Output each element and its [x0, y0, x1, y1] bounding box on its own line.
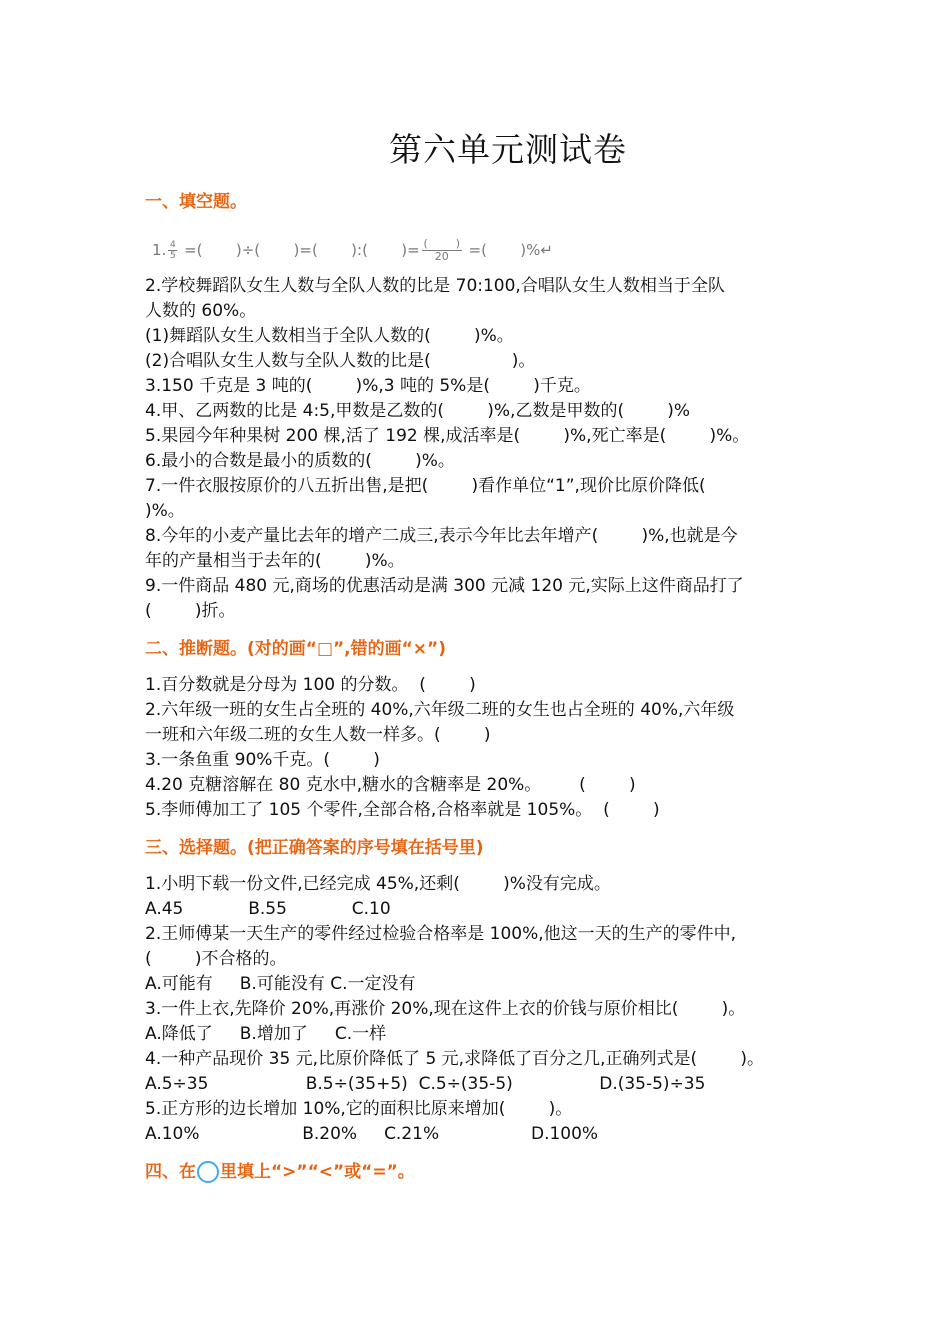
judge-line: 1.百分数就是分母为 100 的分数。 ( )	[145, 675, 476, 695]
question-1-image	[152, 234, 553, 266]
judge-line: 3.一条鱼重 90%千克。( )	[145, 750, 380, 770]
choice-line: A.降低了 B.增加了 C.一样	[145, 1024, 387, 1044]
question-1-number: 1.	[152, 241, 167, 259]
question-1-blanks: =( )÷( )=( ):( )=	[179, 241, 420, 259]
section-fill-heading: 一、填空题。	[145, 192, 247, 212]
fill-line: (1)舞蹈队女生人数相当于全队人数的( )%。	[145, 326, 514, 346]
section-compare-suffix: 里填上“>”“<”或“=”。	[220, 1162, 415, 1182]
section-judge-heading: 二、推断题。(对的画“□”,错的画“×”)	[145, 639, 446, 659]
fill-line: )%。	[145, 501, 185, 521]
fill-line: 9.一件商品 480 元,商场的优惠活动是满 300 元减 120 元,实际上这件商品打了	[145, 576, 744, 596]
choice-line: 3.一件上衣,先降价 20%,再涨价 20%,现在这件上衣的价钱与原价相比( )。	[145, 999, 746, 1019]
page-title: 第六单元测试卷	[389, 130, 627, 169]
fill-line: 年的产量相当于去年的( )%。	[145, 551, 405, 571]
fill-line: 3.150 千克是 3 吨的( )%,3 吨的 5%是( )千克。	[145, 376, 591, 396]
choice-line: 2.王师傅某一天生产的零件经过检验合格率是 100%,他这一天的生产的零件中,	[145, 924, 737, 944]
choice-line: 4.一种产品现价 35 元,比原价降低了 5 元,求降低了百分之几,正确列式是( )。	[145, 1049, 764, 1069]
choice-line: ( )不合格的。	[145, 949, 287, 969]
choice-line: A.5÷35 B.5÷(35+5) C.5÷(35-5) D.(35-5)÷35	[145, 1074, 706, 1094]
fill-line: 7.一件衣服按原价的八五折出售,是把( )看作单位“1”,现价比原价降低(	[145, 476, 706, 496]
choice-line: A.10% B.20% C.21% D.100%	[145, 1124, 599, 1144]
section-choice-heading: 三、选择题。(把正确答案的序号填在括号里)	[145, 838, 484, 858]
question-1-percent: =( )%↵	[463, 241, 553, 259]
circle-icon	[197, 1161, 219, 1183]
choice-line: A.45 B.55 C.10	[145, 899, 391, 919]
fill-line: 4.甲、乙两数的比是 4:5,甲数是乙数的( )%,乙数是甲数的( )%	[145, 401, 691, 421]
fill-line: 人数的 60%。	[145, 301, 257, 321]
section-compare-heading	[145, 1160, 415, 1184]
judge-line: 2.六年级一班的女生占全班的 40%,六年级二班的女生也占全班的 40%,六年级	[145, 700, 735, 720]
fill-line: 5.果园今年种果树 200 棵,活了 192 棵,成活率是( )%,死亡率是( )%。	[145, 426, 750, 446]
judge-line: 5.李师傅加工了 105 个零件,全部合格,合格率就是 105%。 ( )	[145, 800, 660, 820]
fill-line: ( )折。	[145, 601, 236, 621]
fraction-four-fifths: $\frac{4}{5}$	[169, 239, 176, 261]
fill-line: 8.今年的小麦产量比去年的增产二成三,表示今年比去年增产( )%,也就是今	[145, 526, 738, 546]
choice-line: 5.正方形的边长增加 10%,它的面积比原来增加( )。	[145, 1099, 573, 1119]
fraction-over-twenty: ( ) 20	[423, 236, 461, 263]
section-compare-prefix: 四、在	[145, 1162, 196, 1182]
fill-line: 2.学校舞蹈队女生人数与全队人数的比是 70:100,合唱队女生人数相当于全队	[145, 276, 725, 296]
choice-line: A.可能有 B.可能没有 C.一定没有	[145, 974, 416, 994]
fill-line: (2)合唱队女生人数与全队人数的比是( )。	[145, 351, 536, 371]
judge-line: 一班和六年级二班的女生人数一样多。( )	[145, 725, 491, 745]
fill-line: 6.最小的合数是最小的质数的( )%。	[145, 451, 455, 471]
judge-line: 4.20 克糖溶解在 80 克水中,糖水的含糖率是 20%。 ( )	[145, 775, 636, 795]
choice-line: 1.小明下载一份文件,已经完成 45%,还剩( )%没有完成。	[145, 874, 611, 894]
